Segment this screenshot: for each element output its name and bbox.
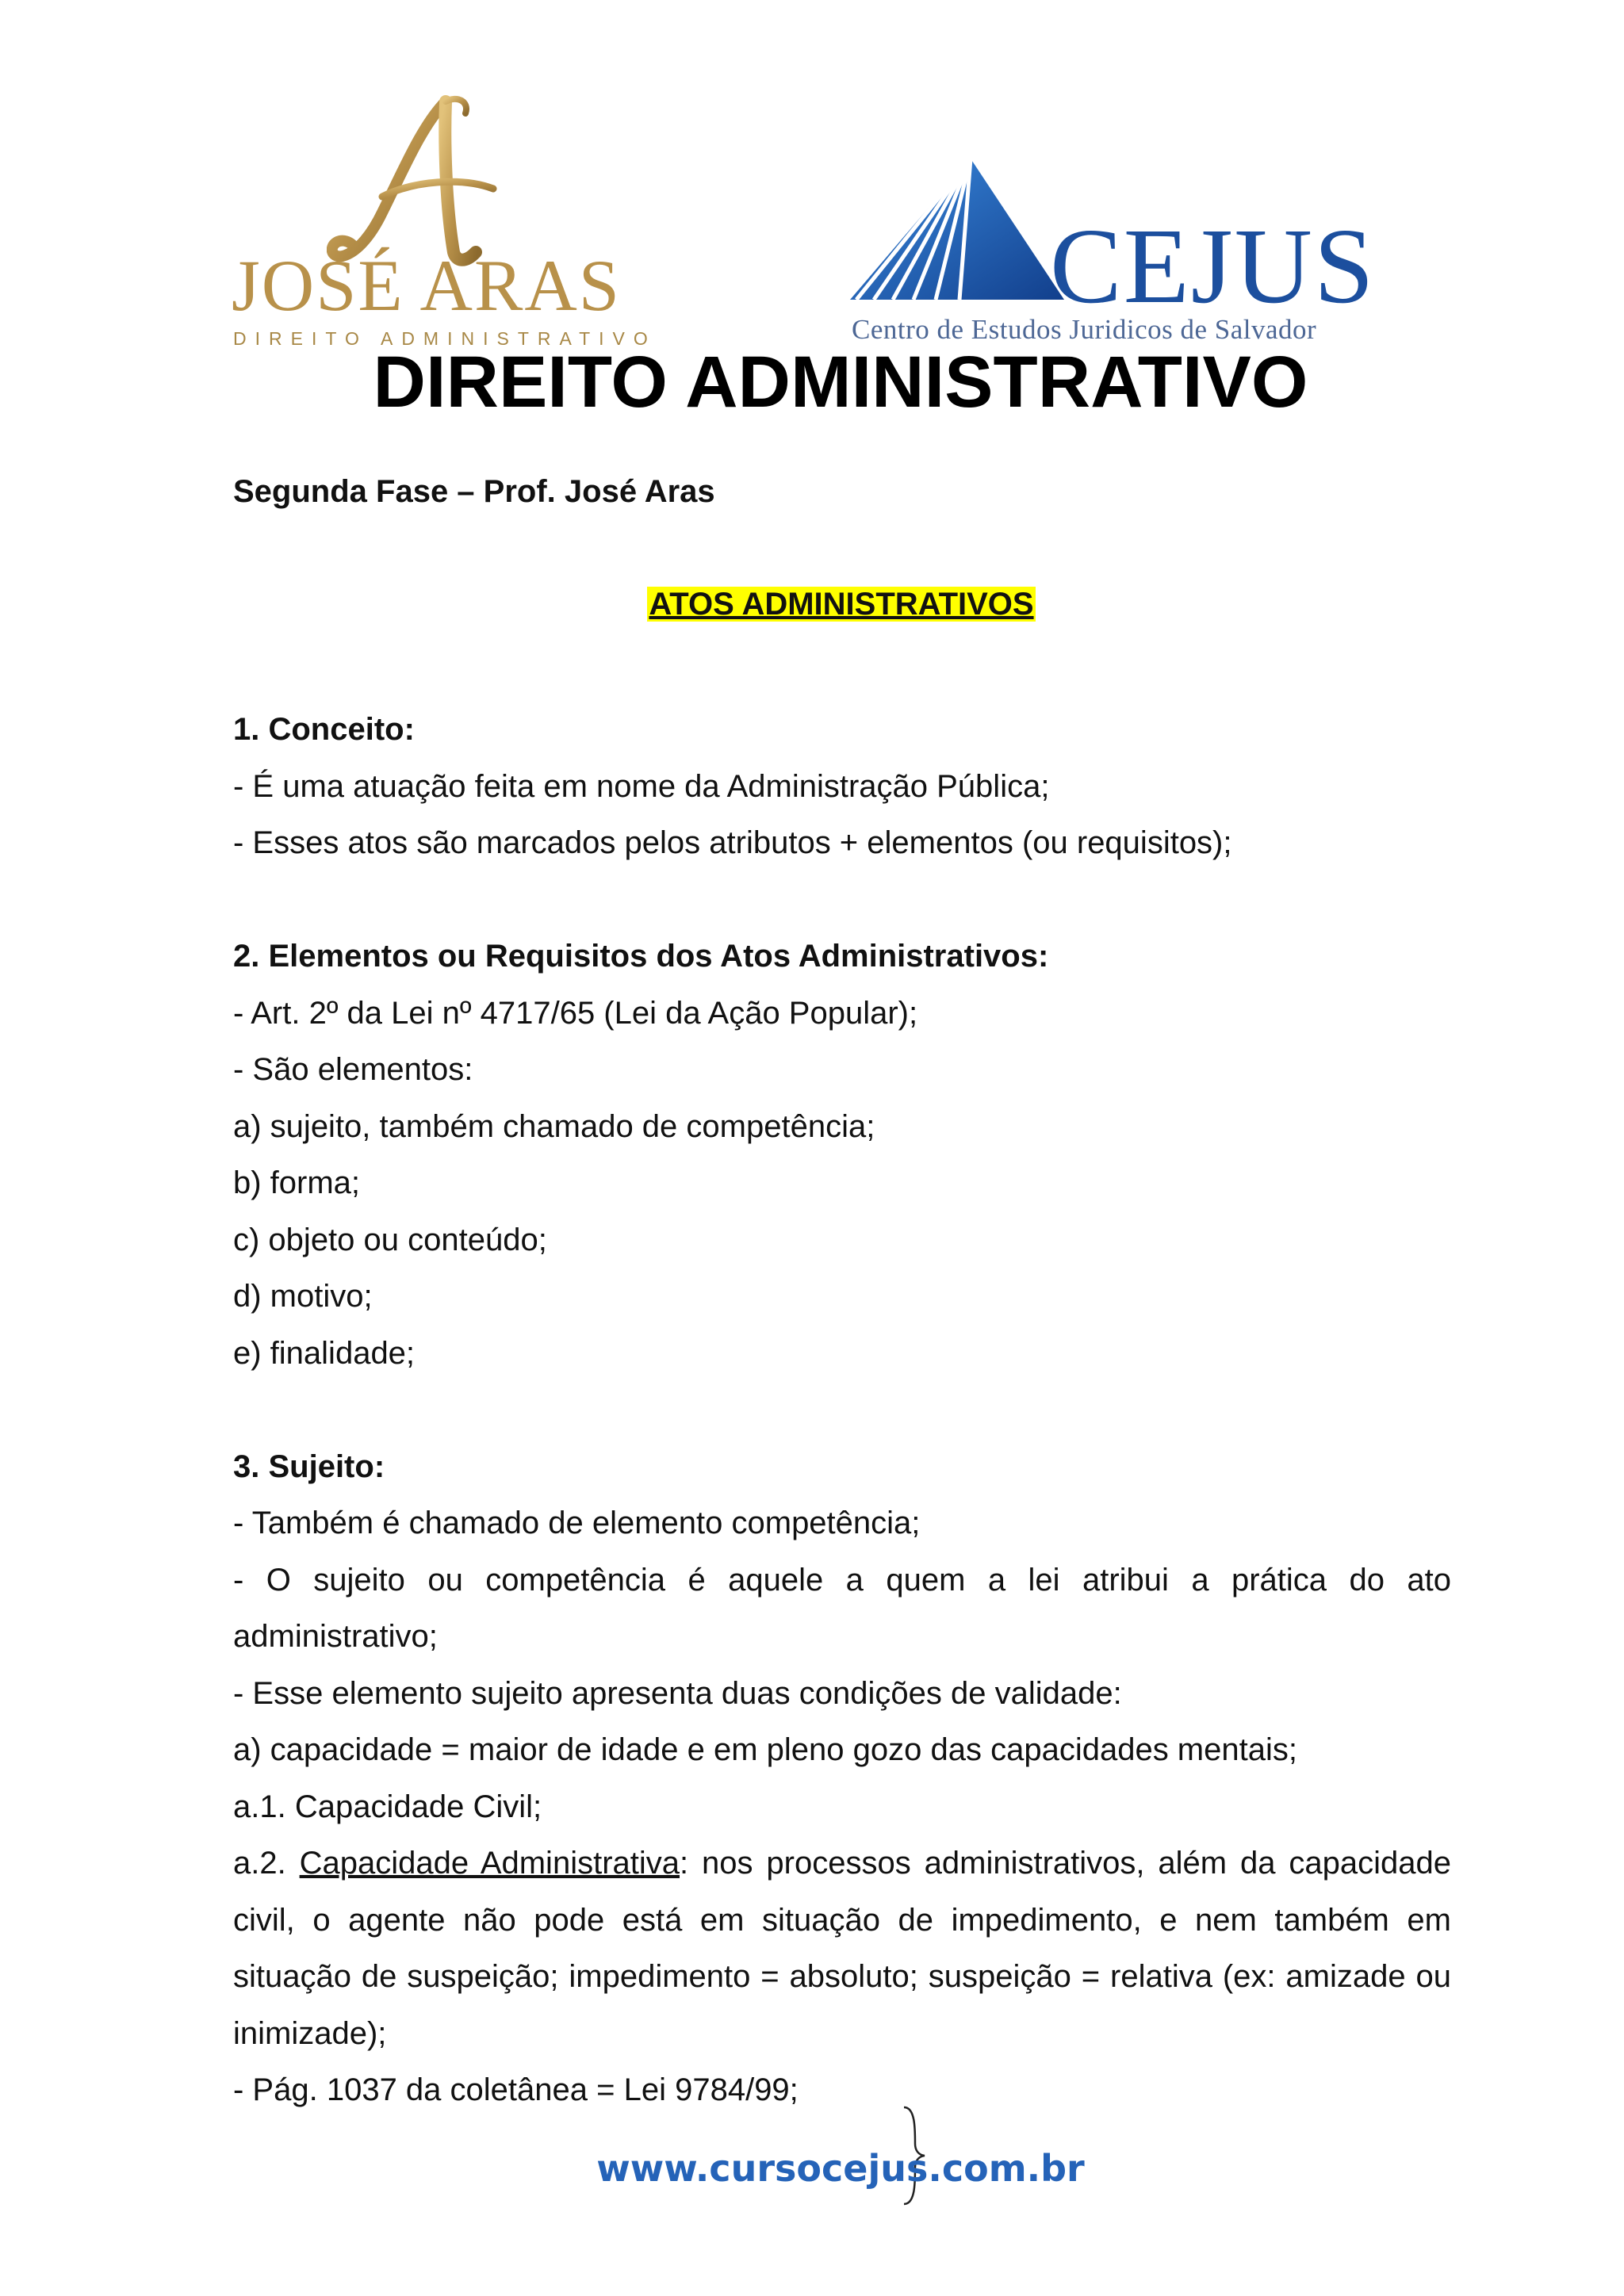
section-heading-text: ATOS ADMINISTRATIVOS bbox=[649, 587, 1034, 622]
list-item: e) finalidade; bbox=[233, 1335, 416, 1371]
cejus-logo-name: CEJUS bbox=[1050, 207, 1376, 326]
paragraph: - Esses atos são marcados pelos atributos + elementos (ou requisitos); bbox=[233, 825, 1232, 860]
heading-conceito: 1. Conceito: bbox=[233, 712, 415, 747]
section-heading bbox=[0, 587, 1624, 622]
paragraph: - Esse elemento sujeito apresenta duas condições de validade: bbox=[233, 1675, 1122, 1711]
heading-sujeito: 3. Sujeito: bbox=[233, 1448, 385, 1484]
list-item: d) motivo; bbox=[233, 1279, 373, 1314]
list-item: c) objeto ou conteúdo; bbox=[233, 1222, 547, 1257]
paragraph: a.1. Capacidade Civil; bbox=[233, 1789, 542, 1824]
paragraph: - O sujeito ou competência é aquele a quem a lei atribui a prática do ato administrativo; bbox=[233, 1562, 1451, 1654]
cejus-triangle-icon bbox=[850, 159, 1064, 309]
document-body bbox=[233, 702, 1451, 2119]
paragraph-prefix: a.2. bbox=[233, 1846, 300, 1881]
spacer bbox=[233, 872, 1451, 929]
paragraph-capacidade-administrativa bbox=[233, 1835, 1451, 2062]
spacer bbox=[233, 1382, 1451, 1439]
paragraph: - É uma atuação feita em nome da Administração Pública; bbox=[233, 768, 1050, 804]
paragraph-rest: : nos processos administrativos, além da capacidade civil, o agente não pode está em situação de impedimento, e nem também em situação de suspeição; impedimento = absoluto; suspeição = relativa (ex: amizade ou inimizade); bbox=[233, 1846, 1451, 2051]
paragraph: - Também é chamado de elemento competência; bbox=[233, 1506, 921, 1540]
cejus-logo bbox=[850, 159, 1405, 349]
paragraph: - São elementos: bbox=[233, 1052, 473, 1087]
heading-elementos: 2. Elementos ou Requisitos dos Atos Administrativos: bbox=[233, 939, 1049, 974]
jose-aras-logo-tagline: DIREITO ADMINISTRATIVO bbox=[233, 328, 657, 349]
jose-aras-logo-name: JOSÉ ARAS bbox=[232, 245, 621, 326]
cejus-logo-tagline: Centro de Estudos Juridicos de Salvador bbox=[852, 314, 1317, 345]
paragraph: - Pág. 1037 da coletânea = Lei 9784/99; bbox=[233, 2072, 799, 2107]
jose-aras-logo bbox=[232, 94, 657, 349]
list-item: a) sujeito, também chamado de competência; bbox=[233, 1108, 875, 1144]
footer-website[interactable]: www.cursocejus.com.br bbox=[596, 2147, 1085, 2190]
document-title: DIREITO ADMINISTRATIVO bbox=[373, 342, 1308, 423]
paragraph: - Art. 2º da Lei nº 4717/65 (Lei da Ação Popular); bbox=[233, 995, 918, 1031]
document-subtitle: Segunda Fase – Prof. José Aras bbox=[233, 474, 715, 509]
list-item: b) forma; bbox=[233, 1165, 361, 1200]
underlined-term: Capacidade Administrativa bbox=[299, 1846, 680, 1881]
paragraph: a) capacidade = maior de idade e em pleno gozo das capacidades mentais; bbox=[233, 1732, 1297, 1767]
